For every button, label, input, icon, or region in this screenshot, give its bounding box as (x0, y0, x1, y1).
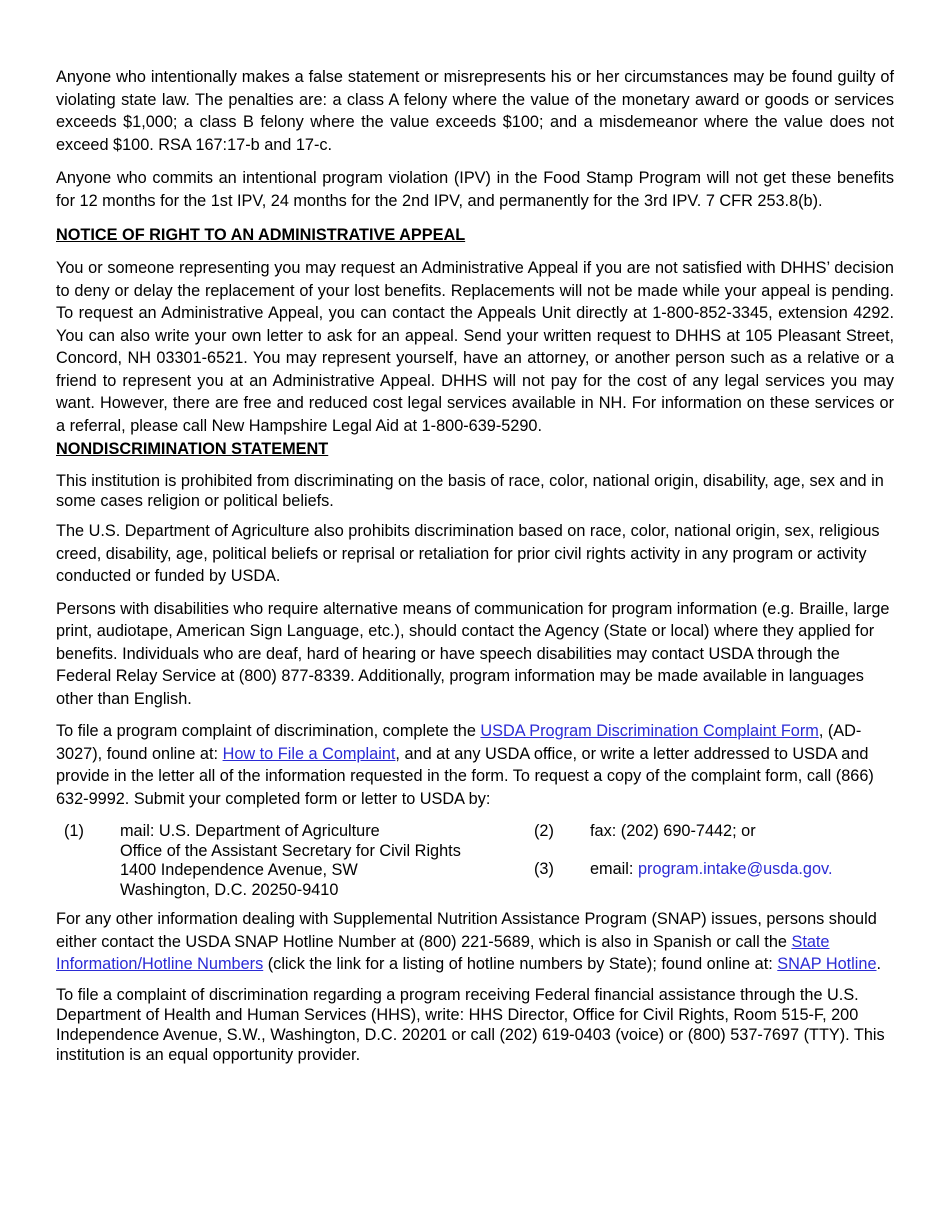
mail-line-1: mail: U.S. Department of Agriculture (120, 822, 380, 840)
list-number-1: (1) (64, 822, 84, 840)
appeal-paragraph: You or someone representing you may request an Administrative Appeal if you are not satisfied with DHHS’ decision to deny or delay the replacement of your lost benefits. Replacements will not be made while your appeal is pending. To request an Administrative Appeal, you can contact the Appeals Unit directly at 1-800-852-3345, extension 4292. You can also write your own letter to ask for an appeal. Send your written request to DHHS at 105 Pleasant Street, Concord, NH 03301-6521. You may represent yourself, have an attorney, or another person such as a relative or a friend to represent you at an Administrative Appeal. DHHS will not pay for the cost of any legal services you may want. However, there are free and reduced cost legal services available in NH. For information on these services or a referral, please call New Hampshire Legal Aid at 1-800-639-5290. (56, 259, 894, 435)
list-number-3: (3) (534, 860, 554, 878)
email-address-link[interactable]: program.intake@usda.gov. (637, 860, 833, 878)
complaint-text-2: , (AD-3027), found online at: (56, 722, 862, 763)
hhs-paragraph: To file a complaint of discrimination regarding a program receiving Federal financial assistance through the U.S. Department of Health and Human Services (HHS), write: HHS Director, Office for Civil Rights, Room 515-F, 200 Independence Avenue, S.W., Washington, D.C. 20201 or call (202) 619-0403 (voice) or (800) 537-7697 (TTY). This institution is an equal opportunity provider. (56, 985, 885, 1064)
snap-text-3: . (876, 955, 882, 973)
mail-line-2: Office of the Assistant Secretary for Civil Rights (120, 841, 461, 860)
complaint-paragraph (56, 720, 894, 810)
snap-text-1: For any other information dealing with Supplemental Nutrition Assistance Program (SNAP) issues, persons should either contact the USDA SNAP Hotline Number at (800) 221-5689, which is also in Spanish or call the (56, 910, 877, 951)
email-label: email: (590, 860, 638, 878)
mail-line-4: Washington, D.C. 20250-9410 (120, 880, 339, 899)
state-hotline-link[interactable]: State Information/Hotline Numbers (56, 932, 830, 973)
nondiscrimination-heading: NONDISCRIMINATION STATEMENT (56, 440, 329, 458)
submission-methods-list (56, 822, 894, 900)
institution-paragraph: This institution is prohibited from discriminating on the basis of race, color, national origin, disability, age, sex and in some cases religion or political beliefs. (56, 472, 884, 510)
how-to-file-link[interactable]: How to File a Complaint (222, 744, 396, 763)
complaint-text-1: To file a program complaint of discrimination, complete the (56, 722, 481, 740)
email-item (590, 860, 833, 880)
complaint-form-link[interactable]: USDA Program Discrimination Complaint Form (480, 722, 819, 740)
usda-prohibits-paragraph: The U.S. Department of Agriculture also prohibits discrimination based on race, color, national origin, sex, religious creed, disability, age, political beliefs or reprisal or retaliation for prior civil rights activity in any program or activity conducted or funded by USDA. (56, 522, 880, 585)
ipv-paragraph: Anyone who commits an intentional program violation (IPV) in the Food Stamp Program will not get these benefits for 12 months for the 1st IPV, 24 months for the 2nd IPV, and permanently for the 3rd IPV. 7 CFR 253.8(b). (56, 169, 894, 210)
document-page (56, 64, 894, 1065)
penalties-paragraph: Anyone who intentionally makes a false statement or misrepresents his or her circumstances may be found guilty of violating state law. The penalties are: a class A felony where the value of the monetary award or goods or services exceeds $1,000; a class B felony where the value exceeds $100; and a misdemeanor where the value does not exceed $100. RSA 167:17-b and 17-c. (56, 68, 894, 154)
snap-info-paragraph (56, 908, 894, 976)
snap-hotline-link[interactable]: SNAP Hotline (777, 955, 877, 973)
list-number-2: (2) (534, 822, 554, 840)
complaint-text-3: , and at any USDA office, or write a letter addressed to USDA and provide in the letter all of the information requested in the form. To request a copy of the complaint form, call (866) 632-9992. Submit your completed form or letter to USDA by: (56, 744, 874, 808)
mail-address (120, 822, 461, 900)
mail-line-3: 1400 Independence Avenue, SW (120, 861, 358, 879)
snap-text-2: (click the link for a listing of hotline numbers by State); found online at: (263, 955, 778, 973)
disabilities-paragraph: Persons with disabilities who require alternative means of communication for program information (e.g. Braille, large print, audiotape, American Sign Language, etc.), should contact the Agency (State or local) where they applied for benefits. Individuals who are deaf, hard of hearing or have speech disabilities may contact USDA through the Federal Relay Service at (800) 877-8339. Additionally, program information may be made available in languages other than English. (56, 599, 890, 708)
fax-item: fax: (202) 690-7442; or (590, 822, 756, 840)
appeal-heading: NOTICE OF RIGHT TO AN ADMINISTRATIVE APPEAL (56, 226, 466, 244)
